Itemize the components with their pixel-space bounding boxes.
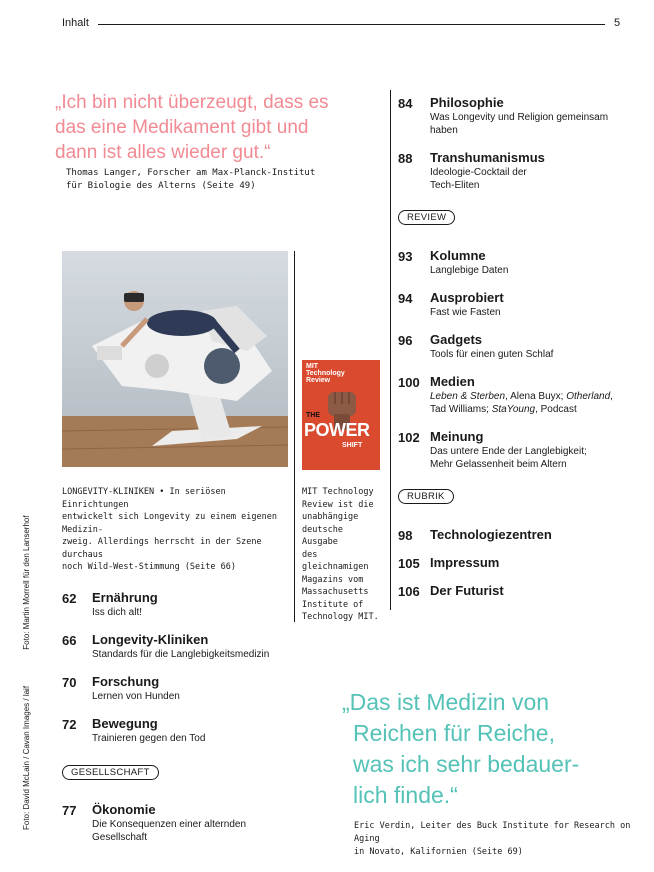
photo-caption: LONGEVITY-KLINIKEN • In seriösen Einrichtungen entwickelt sich Longevity zu einem eigenen Medizin- zweig. Allerdings herrscht in der Szene durchaus noch Wild-West-Stimmung (Seite 66) — [62, 487, 277, 572]
column-rule-right — [390, 90, 391, 610]
section-tag-review: REVIEW — [398, 210, 455, 225]
toc-item[interactable]: 84 Philosophie Was Longevity und Religion gemeinsam haben — [398, 95, 609, 136]
cover-brand: MIT Technology Review — [306, 363, 345, 384]
pull-quote-bottom: „Das ist Medizin von Reichen für Reiche, was ich sehr bedauer- lich finde.“ — [342, 689, 580, 808]
toc-item[interactable]: 72 Bewegung Trainieren gegen den Tod — [62, 716, 206, 744]
toc-item[interactable]: 98 Technologiezentren — [398, 527, 552, 543]
section-tag-rubrik: RUBRIK — [398, 489, 454, 504]
cover-headline-3: SHIFT — [342, 442, 363, 449]
toc-item[interactable]: 106 Der Futurist — [398, 583, 504, 599]
section-tag-gesellschaft: GESELLSCHAFT — [62, 765, 159, 780]
toc-item[interactable]: 96 Gadgets Tools für einen guten Schlaf — [398, 332, 554, 360]
cover-headline-2: POWER — [304, 420, 370, 440]
pull-quote-top: „Ich bin nicht überzeugt, dass es das eine Medikament gibt und dann ist alles wieder gut.“ — [55, 92, 329, 163]
section-label: Inhalt — [62, 17, 89, 29]
toc-item-meinung[interactable]: 102 Meinung Das untere Ende der Langlebigkeit; Mehr Gelassenheit beim Altern — [398, 429, 587, 470]
pull-quote-top-source: Thomas Langer, Forscher am Max-Planck-Institut für Biologie des Alterns (Seite 49) — [66, 168, 316, 191]
page-number: 5 — [614, 17, 621, 29]
toc-item[interactable]: 77 Ökonomie Die Konsequenzen einer alternden Gesellschaft — [62, 802, 246, 843]
toc-item[interactable]: 93 Kolumne Langlebige Daten — [398, 248, 509, 276]
credit-right: Foto: Martin Morrell für den Lanserhof — [22, 515, 31, 650]
toc-item[interactable]: 105 Impressum — [398, 555, 500, 571]
toc-item-medien[interactable]: 100 Medien Leben & Sterben, Alena Buyx; Otherland, Tad Williams; StaYoung, Podcast — [398, 374, 613, 415]
header-rule — [98, 24, 605, 25]
toc-item[interactable]: 66 Longevity-Kliniken Standards für die Langlebigkeitsmedizin — [62, 632, 270, 660]
toc-item[interactable]: 94 Ausprobiert Fast wie Fasten — [398, 290, 504, 318]
toc-item[interactable]: 62 Ernährung Iss dich alt! — [62, 590, 158, 618]
cover-caption: MIT Technology Review ist die unabhängige deutsche Ausgabe des gleichnamigen Magazins vom Massachusetts Institute of Technology MIT. — [302, 487, 379, 622]
photo-illustration — [62, 251, 288, 467]
photo-credits — [22, 500, 31, 830]
toc-item[interactable]: 70 Forschung Lernen von Hunden — [62, 674, 180, 702]
column-rule-middle — [294, 251, 295, 622]
toc-item[interactable]: 88 Transhumanismus Ideologie-Cocktail der Tech-Eliten — [398, 150, 545, 191]
magazine-cover — [302, 360, 380, 470]
longevity-clinic-photo — [62, 251, 288, 467]
credit-left: Foto: David McLain / Cavan Images / laif — [22, 685, 31, 830]
cover-headline-1: THE — [306, 412, 320, 419]
pull-quote-bottom-source: Eric Verdin, Leiter des Buck Institute for Research on Aging in Novato, Kalifornien (Seite 69) — [354, 821, 631, 857]
